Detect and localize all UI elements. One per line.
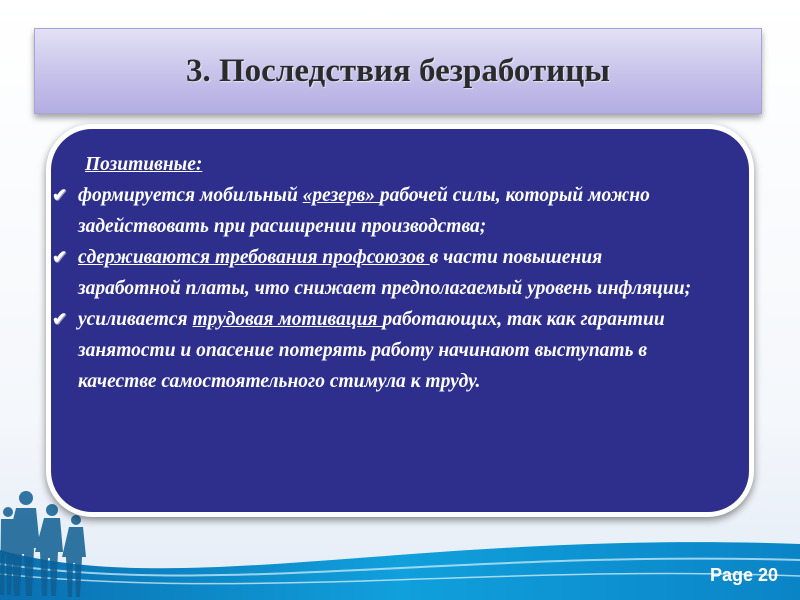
- content-text-block: [51, 149, 709, 397]
- checkmark-icon: ✔: [52, 185, 68, 205]
- bullet-text: усиливается: [78, 309, 193, 330]
- bullet-text: рабочей силы, который можно задействовать при расширении производства;: [78, 185, 650, 237]
- bullet-term: «резерв»: [302, 185, 380, 206]
- bullet-text: работающих, так как гарантии занятости и опасение потерять работу начинают выступать в качестве самостоятельного стимула к труду.: [78, 309, 665, 392]
- bullet-item: [51, 242, 709, 304]
- checkmark-icon: ✔: [52, 247, 68, 267]
- bullet-text: в части повышения заработной платы, что снижает предполагаемый уровень инфляции;: [78, 247, 692, 299]
- bullet-term: трудовая мотивация: [192, 309, 383, 330]
- checkmark-icon: ✔: [52, 309, 68, 329]
- page-number: Page 20: [709, 565, 778, 585]
- footer-wave-decoration: [0, 520, 800, 600]
- slide-title: 3. Последствия безработицы: [186, 52, 610, 89]
- content-panel: [46, 124, 754, 517]
- title-banner: [34, 28, 762, 114]
- bullet-text: формируется мобильный: [78, 185, 303, 206]
- bullet-item: [51, 304, 709, 397]
- bullet-term: сдерживаются требования профсоюзов: [78, 247, 430, 268]
- section-heading: Позитивные:: [85, 154, 203, 175]
- bullet-item: [51, 180, 709, 242]
